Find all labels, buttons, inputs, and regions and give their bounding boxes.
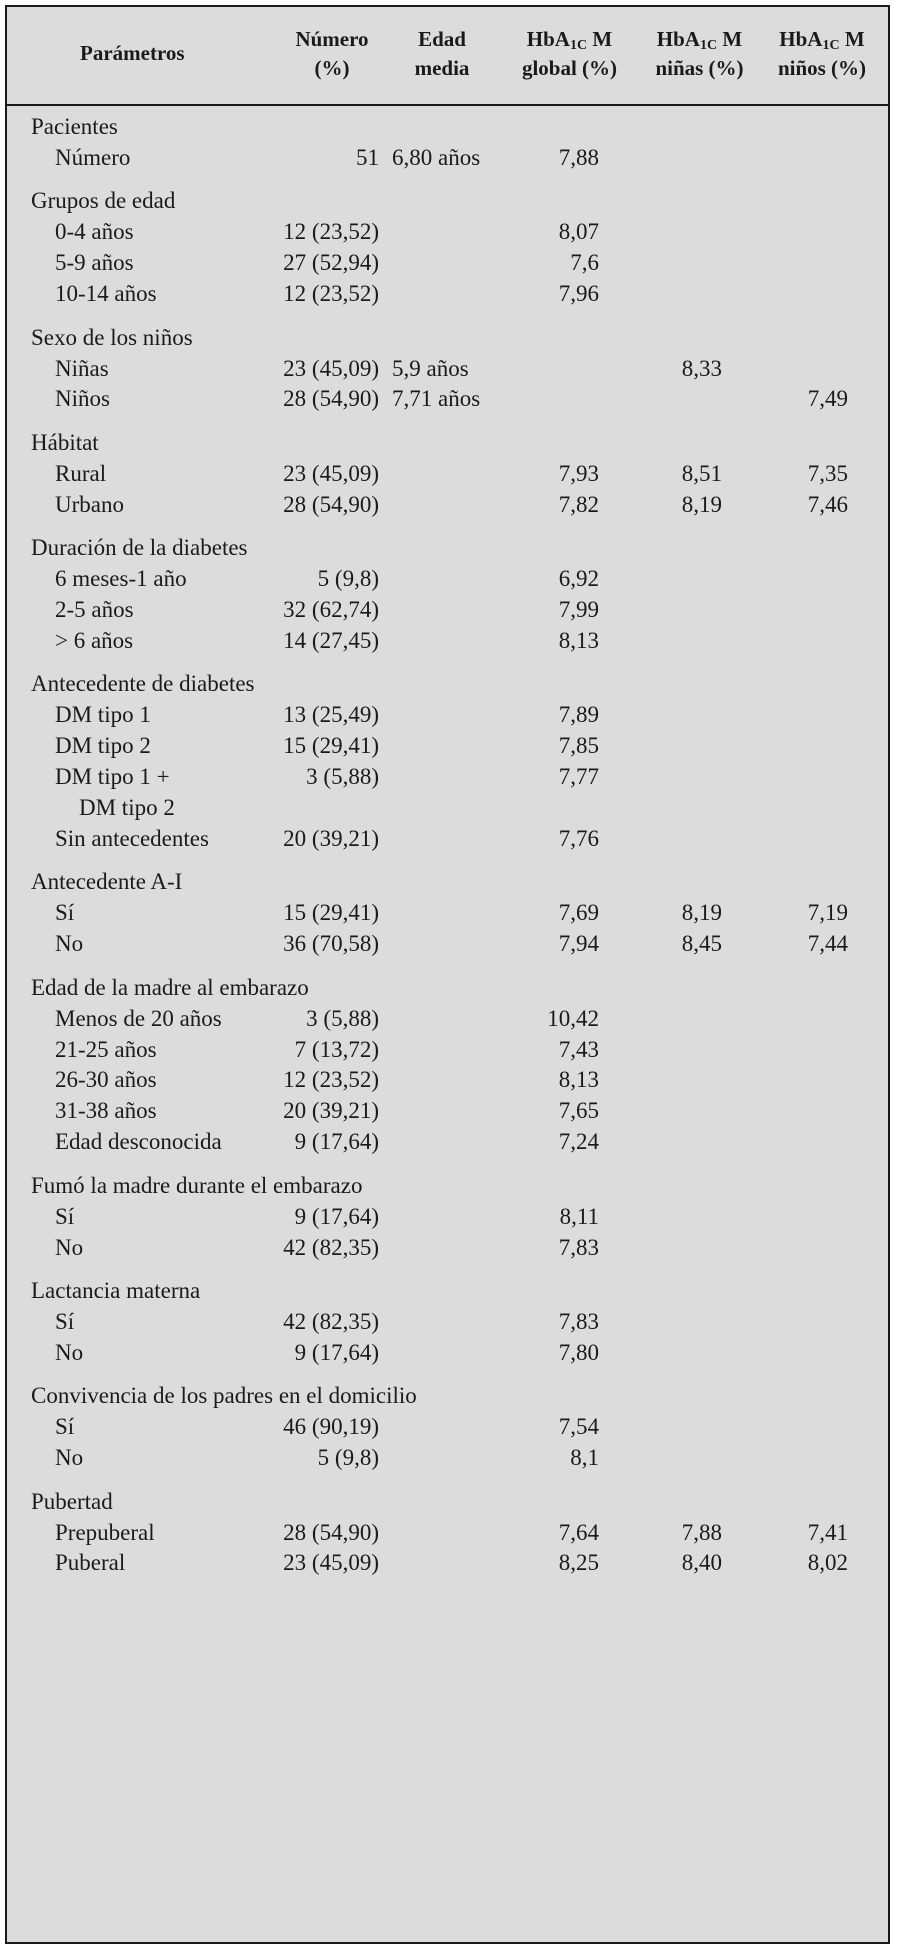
- row-label: 26-30 años: [55, 1067, 157, 1093]
- cell-numero: 5 (9,8): [317, 566, 379, 592]
- row-label: No: [55, 1339, 84, 1365]
- table-row: [7, 1544, 888, 1581]
- cell-hba-global: 7,94: [558, 931, 599, 957]
- cell-numero: 23 (45,09): [283, 1550, 379, 1576]
- section-label: Edad de la madre al embarazo: [31, 974, 309, 1000]
- section-label: Fumó la madre durante el embarazo: [31, 1172, 363, 1198]
- row-label: Edad desconocida: [55, 1129, 222, 1155]
- table-row: [7, 622, 888, 659]
- cell-numero: 42 (82,35): [283, 1308, 379, 1334]
- cell-numero: 12 (23,52): [283, 1067, 379, 1093]
- table-row: [7, 486, 888, 523]
- cell-hba-global: 6,92: [558, 566, 599, 592]
- cell-hba-ninas: 8,40: [681, 1550, 722, 1576]
- cell-hba-global: 7,77: [558, 764, 599, 790]
- row-label: DM tipo 1 +: [55, 764, 170, 790]
- cell-hba-global: 7,89: [558, 702, 599, 728]
- cell-numero: 27 (52,94): [283, 250, 379, 276]
- row-label: Niñas: [55, 355, 109, 381]
- header-hba-prefix: HbA: [779, 27, 823, 51]
- header-hba-suffix: M: [717, 27, 743, 51]
- header-edad-line2: media: [414, 56, 470, 80]
- header-hba-sub: 1C: [822, 38, 840, 53]
- section-label: Pubertad: [31, 1488, 113, 1514]
- cell-hba-global: 7,80: [558, 1339, 599, 1365]
- cell-edad-media: 6,80 años: [392, 144, 481, 170]
- cell-hba-ninos: 7,41: [807, 1519, 848, 1545]
- cell-numero: 20 (39,21): [283, 1098, 379, 1124]
- row-label: Sin antecedentes: [55, 825, 209, 851]
- header-hba-prefix: HbA: [656, 27, 700, 51]
- row-label: DM tipo 1: [55, 702, 151, 728]
- section-label: Antecedente de diabetes: [31, 671, 255, 697]
- data-table: [5, 5, 890, 1944]
- table-header: [7, 7, 888, 106]
- row-label: Puberal: [55, 1550, 126, 1576]
- cell-numero: 23 (45,09): [283, 355, 379, 381]
- cell-numero: 28 (54,90): [283, 491, 379, 517]
- row-label: Niños: [55, 386, 110, 412]
- cell-numero: 14 (27,45): [283, 627, 379, 653]
- cell-hba-ninos: 7,19: [807, 900, 848, 926]
- cell-hba-global: 7,69: [558, 900, 599, 926]
- row-label: Número: [55, 144, 131, 170]
- cell-hba-global: 7,85: [558, 733, 599, 759]
- cell-hba-ninos: 7,44: [807, 931, 848, 957]
- header-hba-ninos: [762, 25, 882, 83]
- row-label: DM tipo 2: [55, 733, 151, 759]
- header-parametros-label: Parámetros: [80, 41, 185, 65]
- row-label: Sí: [55, 1414, 75, 1440]
- header-hba-sub: 1C: [569, 38, 588, 53]
- cell-hba-global: 7,76: [558, 825, 599, 851]
- cell-hba-ninos: 7,35: [807, 460, 848, 486]
- row-label: 5-9 años: [55, 250, 134, 276]
- header-hba-global: [502, 25, 637, 83]
- table-row: [7, 139, 888, 176]
- row-label: Sí: [55, 900, 75, 926]
- header-ninas-line2: niñas (%): [655, 56, 744, 80]
- table-row: [7, 925, 888, 962]
- section-label: Antecedente A-I: [31, 869, 183, 895]
- cell-numero: 28 (54,90): [283, 386, 379, 412]
- table-row: [7, 380, 888, 417]
- row-label: 2-5 años: [55, 597, 134, 622]
- row-label: No: [55, 1234, 84, 1260]
- cell-numero: 28 (54,90): [283, 1519, 379, 1545]
- header-hba-suffix: M: [839, 27, 865, 51]
- cell-numero: 5 (9,8): [317, 1445, 379, 1471]
- cell-hba-ninas: 7,88: [681, 1519, 722, 1545]
- section-label: Sexo de los niños: [31, 324, 193, 350]
- section-label: Lactancia materna: [31, 1278, 201, 1303]
- cell-hba-global: 8,1: [570, 1445, 599, 1471]
- cell-numero: 12 (23,52): [283, 219, 379, 245]
- row-label: 10-14 años: [55, 281, 157, 307]
- row-label: 21-25 años: [55, 1036, 157, 1062]
- cell-numero: 23 (45,09): [283, 460, 379, 486]
- table-row: [7, 1439, 888, 1476]
- cell-hba-global: 8,07: [558, 219, 599, 245]
- cell-hba-global: 7,93: [558, 460, 599, 486]
- cell-hba-global: 7,99: [558, 597, 599, 622]
- cell-numero: 32 (62,74): [283, 597, 379, 622]
- table-row: [7, 820, 888, 857]
- cell-hba-global: 7,83: [558, 1308, 599, 1334]
- cell-numero: 9 (17,64): [294, 1203, 379, 1229]
- section-label: Hábitat: [31, 429, 99, 455]
- cell-hba-global: 7,43: [558, 1036, 599, 1062]
- row-label: No: [55, 931, 84, 957]
- cell-hba-global: 8,11: [559, 1203, 599, 1229]
- row-label: Urbano: [55, 491, 124, 517]
- cell-numero: 15 (29,41): [283, 733, 379, 759]
- cell-hba-global: 7,83: [558, 1234, 599, 1260]
- cell-edad-media: 5,9 años: [392, 355, 469, 381]
- cell-hba-global: 8,13: [558, 1067, 599, 1093]
- cell-hba-global: 7,65: [558, 1098, 599, 1124]
- header-parametros: [35, 39, 235, 68]
- table-row: [7, 275, 888, 312]
- cell-hba-global: 7,82: [558, 491, 599, 517]
- row-label: Rural: [55, 460, 107, 486]
- row-label: Prepuberal: [55, 1519, 155, 1545]
- cell-numero: 15 (29,41): [283, 900, 379, 926]
- cell-numero: 3 (5,88): [306, 764, 379, 790]
- cell-hba-ninas: 8,19: [681, 491, 722, 517]
- table-row: [7, 1123, 888, 1160]
- cell-hba-global: 10,42: [547, 1005, 599, 1031]
- row-label: Sí: [55, 1308, 75, 1334]
- header-hba-suffix: M: [587, 27, 613, 51]
- header-numero-line2: (%): [314, 56, 350, 80]
- row-label: No: [55, 1445, 84, 1471]
- cell-hba-global: 7,88: [558, 144, 599, 170]
- header-hba-prefix: HbA: [526, 27, 570, 51]
- cell-hba-global: 7,24: [558, 1129, 599, 1155]
- row-label: Menos de 20 años: [55, 1005, 222, 1031]
- cell-hba-ninas: 8,33: [681, 355, 722, 381]
- cell-hba-global: 8,13: [558, 627, 599, 653]
- header-edad-line1: Edad: [418, 27, 466, 51]
- cell-hba-global: 8,25: [558, 1550, 599, 1576]
- cell-numero: 42 (82,35): [283, 1234, 379, 1260]
- cell-hba-global: 7,6: [570, 250, 599, 276]
- cell-numero: 46 (90,19): [283, 1414, 379, 1440]
- cell-numero: 9 (17,64): [294, 1339, 379, 1365]
- cell-numero: 13 (25,49): [283, 702, 379, 728]
- row-label: > 6 años: [55, 627, 134, 653]
- header-ninos-line2: niños (%): [777, 56, 867, 80]
- cell-numero: 9 (17,64): [294, 1129, 379, 1155]
- section-label: Convivencia de los padres en el domicilio: [31, 1383, 417, 1409]
- row-label: 6 meses-1 año: [55, 566, 187, 592]
- section-label: Duración de la diabetes: [31, 535, 248, 561]
- section-label: Grupos de edad: [31, 188, 176, 214]
- section-label: Pacientes: [31, 114, 118, 139]
- cell-hba-global: 7,96: [558, 281, 599, 307]
- cell-numero: 12 (23,52): [283, 281, 379, 307]
- table-row: [7, 1229, 888, 1266]
- table-row: [7, 1334, 888, 1371]
- header-numero-line1: Número: [295, 27, 369, 51]
- cell-hba-ninos: 7,49: [807, 386, 848, 412]
- header-numero: [267, 25, 397, 83]
- cell-numero: 36 (70,58): [283, 931, 379, 957]
- cell-hba-ninos: 8,02: [807, 1550, 848, 1576]
- cell-numero: 7 (13,72): [294, 1036, 379, 1062]
- cell-hba-global: 7,54: [558, 1414, 599, 1440]
- row-label: 0-4 años: [55, 219, 134, 245]
- header-hba-sub: 1C: [699, 38, 718, 53]
- header-edad-media: [387, 25, 497, 83]
- cell-hba-ninos: 7,46: [807, 491, 848, 517]
- row-label: DM tipo 2: [79, 795, 175, 820]
- row-label: Sí: [55, 1203, 75, 1229]
- cell-hba-ninas: 8,45: [681, 931, 722, 957]
- cell-hba-ninas: 8,51: [681, 460, 722, 486]
- cell-hba-ninas: 8,19: [681, 900, 722, 926]
- header-hba-ninas: [637, 25, 762, 83]
- cell-numero: 20 (39,21): [283, 825, 379, 851]
- header-global-line2: global (%): [521, 56, 618, 80]
- cell-numero: 51: [356, 144, 379, 170]
- cell-numero: 3 (5,88): [306, 1005, 379, 1031]
- cell-hba-global: 7,64: [558, 1519, 599, 1545]
- cell-edad-media: 7,71 años: [392, 386, 481, 412]
- row-label: 31-38 años: [55, 1098, 157, 1124]
